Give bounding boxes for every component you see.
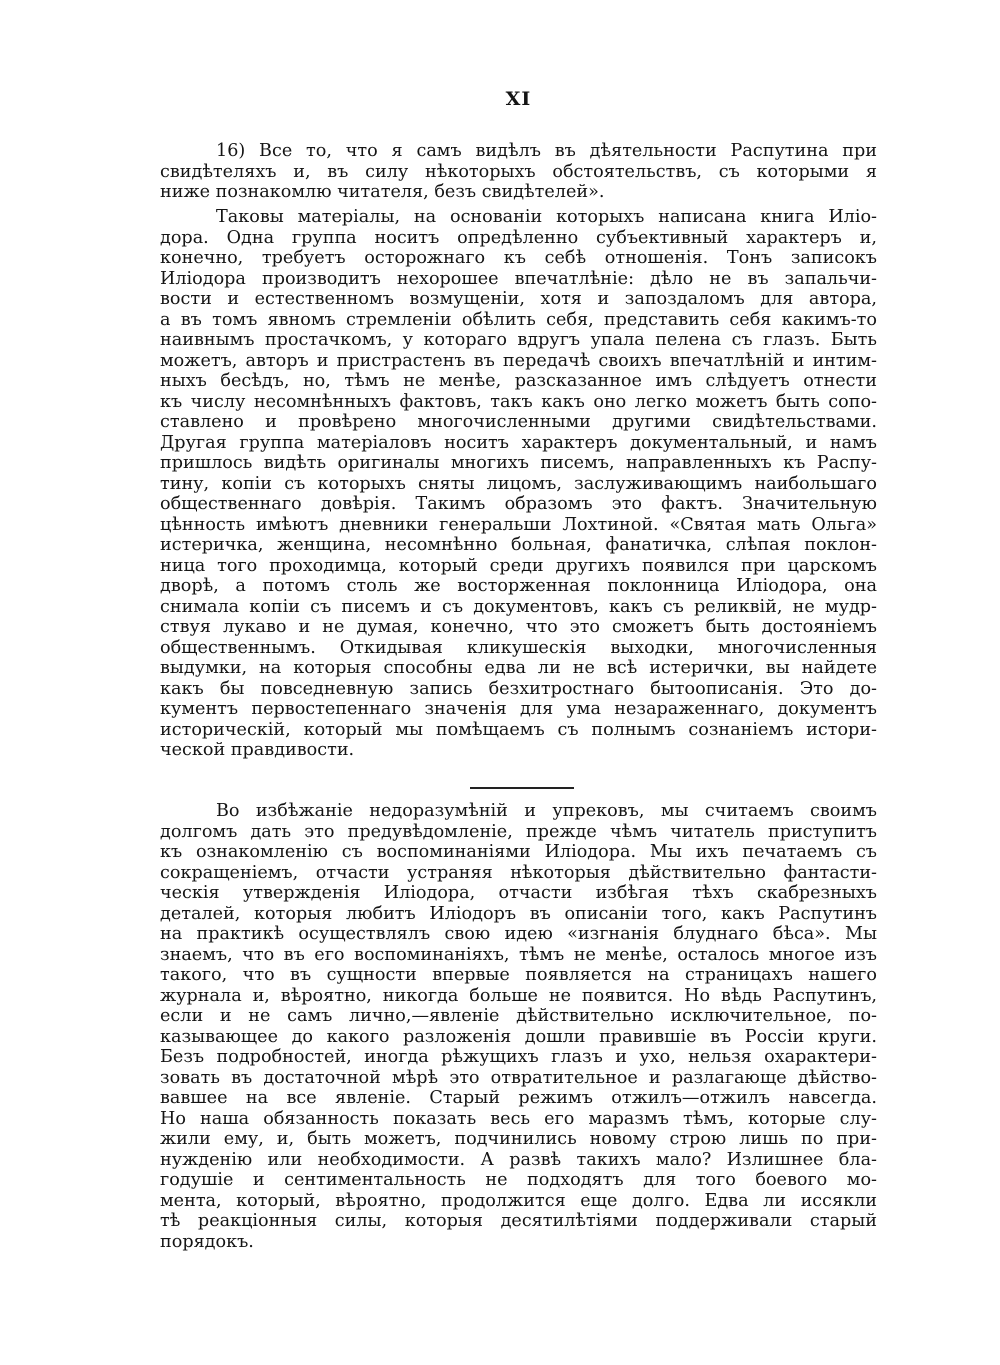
text-line: свидѣтеляхъ и, въ силу нѣкоторыхъ обстоятельствъ, съ которыми я: [160, 161, 877, 182]
text-line: 16) Все то, что я самъ видѣлъ въ дѣятельности Распутина при: [216, 141, 877, 161]
text-line: такого, что въ сущности впервые появляется на страницахъ нашего: [160, 965, 877, 985]
text-line: Безъ подробностей, иногда рѣжущихъ глазъ и ухо, нельзя охарактери-: [160, 1047, 877, 1067]
text-line: дворѣ, а потомъ столь же восторженная поклонница Иліодора, она: [160, 576, 877, 596]
text-line: если и не самъ лично,—явленіе дѣйствительно исключительное, по-: [160, 1006, 877, 1026]
text-line: тѣ реакціонныя силы, которыя десятилѣтіями поддерживали старый: [160, 1211, 877, 1231]
paragraph-materials: [160, 207, 877, 761]
text-line: вавшее на все явленіе. Старый режимъ отжилъ—отжилъ навсегда.: [160, 1088, 877, 1108]
text-line: годушіе и сентиментальность не подходятъ для того боевого мо-: [160, 1170, 877, 1190]
text-line: Другая группа матеріаловъ носитъ характеръ документальный, и намъ: [160, 432, 877, 453]
text-line: сокращеніемъ, отчасти устраняя нѣкоторыя дѣйствительно фантасти-: [160, 862, 877, 883]
quote-ending: [160, 141, 877, 203]
text-line: ниже познакомлю читателя, безъ свидѣтелей».: [160, 182, 605, 202]
text-line: къ числу несомнѣнныхъ фактовъ, такъ какъ оно легко можетъ быть сопо-: [160, 391, 877, 412]
text-line: Таковы матеріалы, на основаніи которыхъ написана книга Иліо-: [216, 207, 877, 227]
text-line: знаемъ, что въ его воспоминаніяхъ, тѣмъ не менѣе, осталось многое изъ: [160, 944, 877, 965]
text-line: Иліодора производитъ нехорошее впечатлѣніе: дѣло не въ запальчи-: [160, 268, 877, 289]
text-line: общественнымъ. Откидывая кликушескія выходки, многочисленныя: [160, 637, 877, 658]
text-line: историческій, который мы помѣщаемъ съ полнымъ сознаніемъ истори-: [160, 719, 877, 740]
text-line: пришлось видѣть оригиналы многихъ писемъ, направленныхъ къ Распу-: [160, 453, 877, 473]
text-line: вости и естественномъ возмущеніи, хотя и запоздаломъ для автора,: [160, 289, 877, 309]
text-line: ческія утвержденія Иліодора, отчасти избѣгая тѣхъ скабрезныхъ: [160, 883, 877, 903]
text-line: наивнымъ простачкомъ, у котораго вдругъ упала пелена съ глазъ. Быть: [160, 330, 877, 350]
text-line: кументъ первостепеннаго значенія для ума незараженнаго, документъ: [160, 699, 877, 719]
text-line: можетъ, авторъ и пристрастенъ въ передачѣ своихъ впечатлѣній и интим-: [160, 350, 877, 371]
text-line: выдумки, на которыя способны едва ли не всѣ истерички, вы найдете: [160, 658, 877, 678]
text-line: ныхъ бесѣдъ, но, тѣмъ не менѣе, разсказанное имъ слѣдуетъ отнести: [160, 371, 877, 391]
text-line: какъ бы повседневную запись безхитростнаго бытоописанія. Это до-: [160, 678, 877, 699]
text-line: общественнаго довѣрія. Такимъ образомъ это фактъ. Значительную: [160, 494, 877, 514]
text-line: зовать въ достаточной мѣрѣ это отвратительное и разлагающе дѣйство-: [160, 1067, 877, 1088]
text-line: ческой правдивости.: [160, 740, 355, 760]
section-divider: [470, 787, 574, 789]
text-line: порядокъ.: [160, 1231, 254, 1252]
text-line: ставлено и провѣрено многочисленными другими свидѣтельствами.: [160, 412, 877, 432]
text-line: казывающее до какого разложенія дошли правившіе въ Россіи круги.: [160, 1026, 877, 1047]
text-line: истеричка, женщина, несомнѣнно больная, фанатичка, слѣпая поклон-: [160, 535, 877, 555]
text-line: деталей, которыя любитъ Иліодоръ въ описаніи того, какъ Распутинъ: [160, 903, 877, 924]
text-line: къ ознакомленію съ воспоминаніями Иліодора. Мы ихъ печатаемъ съ: [160, 842, 877, 862]
text-line: на практикѣ осуществлялъ свою идею «изгнанія блуднаго бѣса». Мы: [160, 924, 877, 944]
text-line: нужденію или необходимости. А развѣ такихъ мало? Излишнее бла-: [160, 1149, 877, 1170]
paragraph-preface: [160, 801, 877, 1252]
text-line: ствуя лукаво и не думая, конечно, что это сможетъ быть достояніемъ: [160, 617, 877, 637]
text-line: дора. Одна группа носитъ опредѣленно субъективный характеръ и,: [160, 227, 877, 248]
text-line: Во избѣжаніе недоразумѣній и упрековъ, мы считаемъ своимъ: [216, 801, 877, 821]
text-line: тину, копіи съ которыхъ сняты лицомъ, заслуживающимъ наибольшаго: [160, 473, 877, 494]
text-line: мента, который, вѣроятно, продолжится еще долго. Едва ли иссякли: [160, 1190, 877, 1211]
text-line: ница того проходимца, который среди другихъ появился при царскомъ: [160, 555, 877, 576]
text-line: Но наша обязанность показать весь его маразмъ тѣмъ, которые слу-: [160, 1108, 877, 1129]
text-line: а въ томъ явномъ стремленіи обѣлить себя, представить себя какимъ-то: [160, 309, 877, 330]
text-line: снимала копіи съ писемъ и съ документовъ, какъ съ реликвій, не мудр-: [160, 596, 877, 617]
text-line: журнала и, вѣроятно, никогда больше не появится. Но вѣдь Распутинъ,: [160, 985, 877, 1006]
text-line: долгомъ дать это предувѣдомленіе, прежде чѣмъ читатель приступитъ: [160, 821, 877, 842]
text-line: жили ему, и, быть можетъ, подчинились новому строю лишь по при-: [160, 1129, 877, 1149]
text-line: цѣнность имѣютъ дневники генеральши Лохтиной. «Святая мать Ольга»: [160, 514, 877, 535]
page-number: XI: [505, 88, 532, 110]
text-line: конечно, требуетъ осторожнаго къ себѣ отношенія. Тонъ записокъ: [160, 248, 877, 268]
